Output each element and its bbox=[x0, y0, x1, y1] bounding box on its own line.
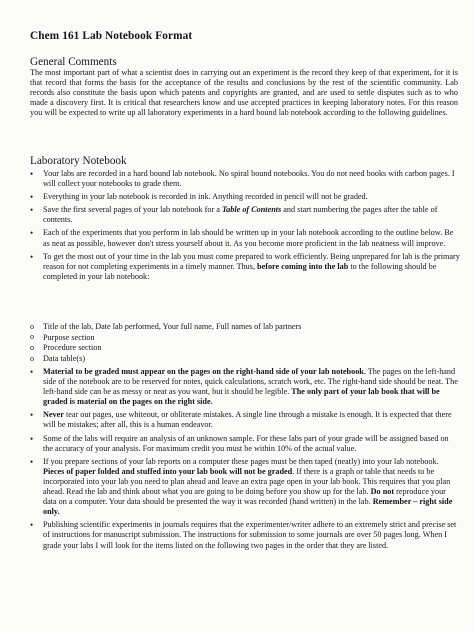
list-item: • Each of the experiments that you perform in lab should be written up in your lab notebook according to the outline below. Be as neat as possible, however don't stress yourself about it. As you become more proficient in the lab neatness will improve. bbox=[30, 228, 460, 248]
section-heading-general-comments: General Comments bbox=[30, 56, 117, 68]
outline-item: o Purpose section bbox=[30, 333, 460, 343]
list-item: • Everything in your lab notebook is recorded in ink. Anything recorded in pencil will not be graded. bbox=[30, 192, 460, 202]
list-item: • Material to be graded must appear on the pages on the right-hand side of your lab notebook. The pages on the left-hand side of the notebook are to be reserved for notes, quick calculations, scratch work, etc. The right-hand side should be neat. The left-hand side can be as messy or neat as you want, but it should be legible. The only part of your lab book that will be graded is material on the pages on the right side. bbox=[30, 367, 460, 407]
section-heading-laboratory-notebook: Laboratory Notebook bbox=[30, 155, 127, 167]
notebook-rules-list bbox=[30, 169, 460, 285]
pre-lab-outline-list bbox=[30, 322, 460, 365]
do-not-emphasis: Do not bbox=[370, 487, 395, 497]
right-side-rule-emphasis: Material to be graded must appear on the pages on the right-hand side of your lab notebook bbox=[43, 367, 364, 376]
graded-material-emphasis: The only part of your lab book that will be graded is material on the pages on the right side. bbox=[43, 387, 440, 407]
outline-item: o Title of the lab, Date lab performed, Your full name, Full names of lab partners bbox=[30, 322, 460, 332]
remember-right-side-emphasis: Remember – right side only. bbox=[43, 497, 453, 517]
outline-item: o Procedure section bbox=[30, 343, 460, 353]
outline-item: o Data table(s) bbox=[30, 354, 460, 364]
general-comments-paragraph: The most important part of what a scientist does in carrying out an experiment is the record they keep of that experiment, for it is that record that forms the basis for the acceptance of the results and conclusions by the rest of the scientific community. Lab records also constitute the basis upon which patents and copyrights are granted, and are used to settle disputes such as to who made a discovery first. It is critical that researchers know and use accepted practices in keeping laboratory notes. For this reason you will be expected to write up all laboratory experiments in a hard bound lab notebook according to the following guidelines. bbox=[30, 68, 458, 118]
list-item: • Some of the labs will require an analysis of an unknown sample. For these labs part of your grade will be assigned based on the accuracy of your analysis. For maximum credit you must be within 10% of the actual value. bbox=[30, 434, 460, 454]
before-lab-emphasis: before coming into the lab bbox=[257, 261, 349, 271]
list-item: • Your labs are recorded in a hard bound lab notebook. No spiral bound notebooks. You do not need books with carbon pages. I will collect your notebooks to grade them. bbox=[30, 169, 460, 189]
list-item: • Save the first several pages of your lab notebook for a Table of Contents and start numbering the pages after the table of contents. bbox=[30, 205, 460, 225]
grading-rules-list bbox=[30, 367, 460, 554]
list-item: • If you prepare sections of your lab reports on a computer these pages must be then taped (neatly) into your lab notebook. Pieces of paper folded and stuffed into your lab book will not be graded. If there is a graph or table that needs to be incorporated into your lab you need to plan ahead and leave an extra page open in your lab book. This requires that you plan ahead. Read the lab and think about what you are going to be doing before you show up for the lab. Do not reproduce your data on a computer. Your data should be presented the way it was recorded (hand written) in the lab. Remember – right side only. bbox=[30, 457, 460, 518]
list-item: • To get the most out of your time in the lab you must come prepared to work efficiently. Being unprepared for lab is the primary reason for not completing experiments in a timely manner. Thus, before coming into the lab to the following should be completed in your lab notebook: bbox=[30, 252, 460, 282]
list-item: • Publishing scientific experiments in journals requires that the experimenter/writer adhere to an extremely strict and precise set of instructions for manuscript submission. The instructions for submission to some journals are over 50 pages long. When I grade your labs I will look for the items listed on the following two pages in the order that they are listed. bbox=[30, 520, 460, 550]
folded-paper-emphasis: Pieces of paper folded and stuffed into your lab book will not be graded bbox=[43, 466, 293, 476]
never-emphasis: Never bbox=[43, 410, 64, 420]
table-of-contents-emphasis: Table of Contents bbox=[221, 205, 282, 215]
list-item: • Never tear out pages, use whiteout, or obliterate mistakes. A single line through a mistake is enough. It is expected that there will be mistakes; after all, this is a human endeavor. bbox=[30, 410, 460, 430]
document-title: Chem 161 Lab Notebook Format bbox=[30, 30, 193, 42]
